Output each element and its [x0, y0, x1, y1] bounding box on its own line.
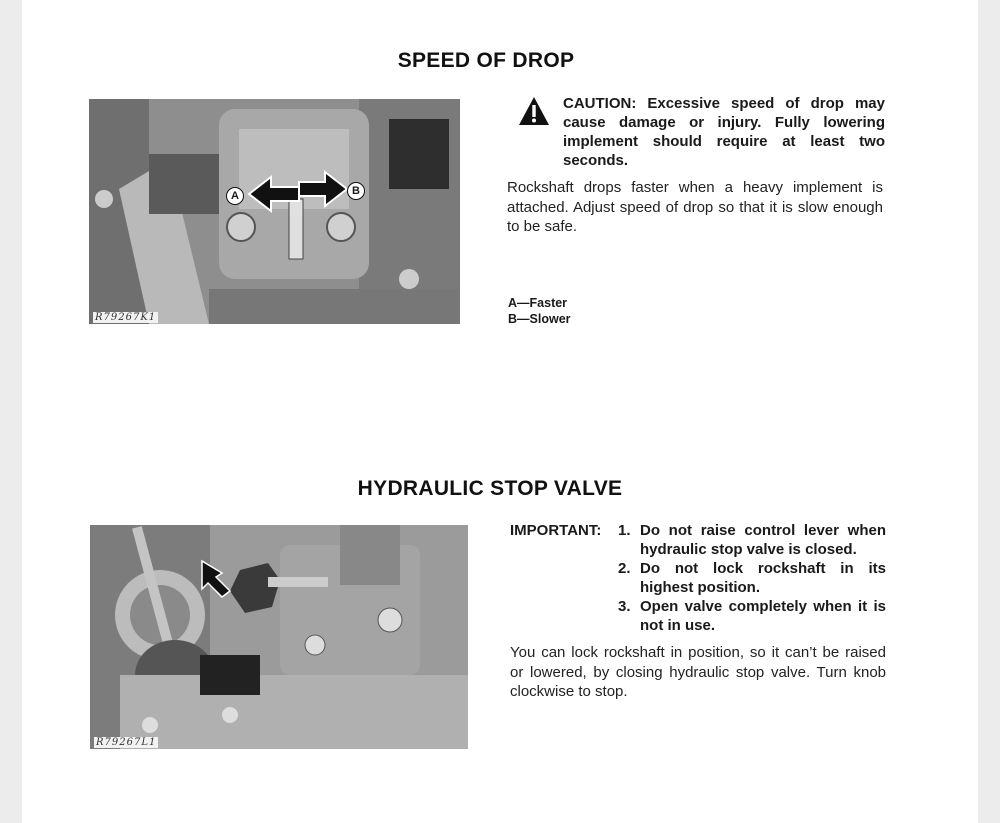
section-title-speed-of-drop: SPEED OF DROP	[397, 49, 575, 72]
item-number: 2.	[618, 560, 631, 577]
callout-a: A	[226, 187, 244, 205]
legend	[508, 295, 571, 327]
section-title-hydraulic-stop-valve: HYDRAULIC STOP VALVE	[357, 477, 623, 500]
item-number: 1.	[618, 522, 631, 539]
photo-id-label: R79267K1	[95, 312, 157, 323]
legend-item-a: A—Faster	[508, 296, 568, 310]
item-text: Open valve completely when it is not in use.	[640, 598, 886, 634]
warning-triangle-icon	[518, 96, 550, 126]
photo-id-label: R79267L1	[96, 737, 157, 748]
hydraulic-stop-valve-body: You can lock rockshaft in position, so it can’t be raised or lowered, by closing hydraulic stop valve. Turn knob clockwise to stop.	[510, 644, 886, 700]
speed-of-drop-body: Rockshaft drops faster when a heavy implement is attached. Adjust speed of drop so that it is slow enough to be safe.	[507, 179, 883, 235]
item-number: 3.	[618, 598, 631, 615]
hydraulic-stop-valve-photo	[90, 525, 468, 749]
item-text: Do not raise control lever when hydraulic stop valve is closed.	[640, 522, 886, 558]
caution-text: CAUTION: Excessive speed of drop may cause damage or injury. Fully lowering implement should require at least two seconds.	[563, 95, 885, 169]
important-label: IMPORTANT:	[510, 522, 602, 539]
item-text: Do not lock rockshaft in its highest position.	[640, 560, 886, 596]
callout-b: B	[347, 182, 365, 200]
speed-of-drop-photo	[89, 99, 460, 324]
legend-item-b: B—Slower	[508, 312, 571, 326]
